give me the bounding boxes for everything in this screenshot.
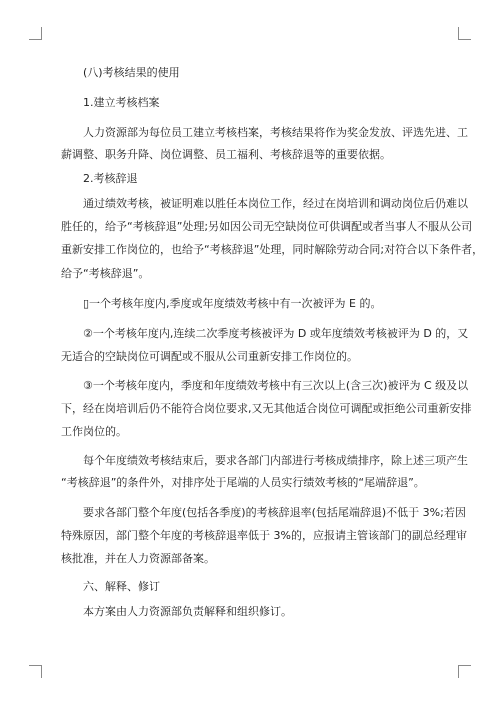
- paragraph-line: 工作岗位的。: [61, 425, 127, 438]
- paragraph-line: 薪调整、职务升降、岗位调整、员工福利、考核辞退等的重要依据。: [61, 148, 391, 161]
- paragraph-line: 每个年度绩效考核结束后，要求各部门内部进行考核成绩排序，除上述三项产生: [83, 454, 468, 467]
- list-item: ②一个考核年度内,连续二次季度考核被评为 D 或年度绩效考核被评为 D 的，又: [83, 327, 469, 340]
- paragraph-line: 通过绩效考核，被证明难以胜任本岗位工作，经过在岗培训和调动岗位后仍难以: [83, 197, 468, 210]
- paragraph-line: 下，经在岗培训后仍不能符合岗位要求,又无其他适合岗位可调配或拒绝公司重新安排: [61, 402, 472, 415]
- crop-mark-top-right: [458, 27, 471, 40]
- paragraph-line: 特殊原因，部门整个年度的考核辞退率低于 3%的，应报请主管该部门的副总经理审: [61, 529, 467, 542]
- list-item: ③一个考核年度内，季度和年度绩效考核中有三次以上(含三次)被评为 C 级及以: [83, 379, 469, 392]
- subsection-heading: 2.考核辞退: [83, 172, 138, 185]
- subsection-heading: 1.建立考核档案: [83, 96, 160, 109]
- paragraph-line: 无适合的空缺岗位可调配或不服从公司重新安排工作岗位的。: [61, 350, 358, 363]
- paragraph-line: 核批准，并在人力资源部备案。: [61, 552, 215, 565]
- section-heading: (八)考核结果的使用: [83, 66, 180, 79]
- crop-mark-bottom-right: [458, 665, 471, 678]
- crop-mark-top-left: [29, 27, 42, 40]
- paragraph-line: 给予“考核辞退”。: [61, 267, 150, 280]
- paragraph-line: “考核辞退”的条件外，对排序处于尾端的人员实行绩效考核的“尾端辞退”。: [61, 476, 425, 489]
- list-item: ▯一个考核年度内,季度或年度绩效考核中有一次被评为 E 的。: [83, 297, 382, 310]
- paragraph-line: 人力资源部为每位员工建立考核档案，考核结果将作为奖金发放、评选先进、工: [83, 126, 468, 139]
- paragraph-line: 本方案由人力资源部负责解释和组织修订。: [83, 605, 292, 618]
- crop-mark-bottom-left: [29, 665, 42, 678]
- paragraph-line: 胜任的，给予“考核辞退”处理;另如因公司无空缺岗位可供调配或者当事人不服从公司: [61, 220, 473, 233]
- paragraph-line: 要求各部门整个年度(包括各季度)的考核辞退率(包括尾端辞退)不低于 3%;若因: [83, 506, 466, 519]
- section-heading: 六、解释、修订: [83, 580, 160, 593]
- paragraph-line: 重新安排工作岗位的，也给予“考核辞退”处理，同时解除劳动合同;对符合以下条件者，: [61, 243, 484, 256]
